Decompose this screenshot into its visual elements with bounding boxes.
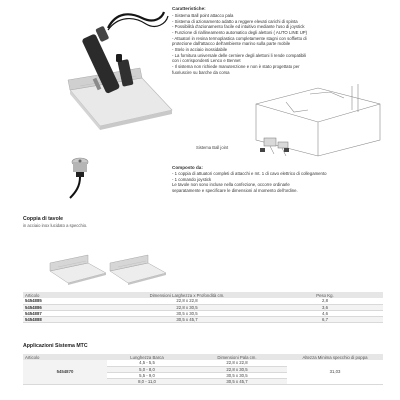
features-block [172, 6, 377, 75]
installation-diagram [248, 82, 388, 162]
weight-cell: 4,6 [267, 310, 383, 316]
boat-length-cell: 5,0 - 8,0 [107, 366, 187, 372]
plate-size-cell: 22,8 x 30,5 [187, 366, 287, 372]
plate-size-cell: 22,8 x 22,8 [187, 360, 287, 366]
column-header: Dimensioni Pala cm. [187, 354, 287, 360]
dimensions-cell: 22,8 x 22,8 [107, 298, 267, 304]
features-heading: Caratteristiche: [172, 6, 206, 11]
applications-table [23, 354, 383, 385]
dimensions-cell: 30,5 x 30,5 [107, 310, 267, 316]
boat-length-cell: 8,0 - 11,0 [107, 378, 187, 384]
dimensions-cell: 30,5 x 45,7 [107, 316, 267, 322]
plate-size-cell: 30,5 x 30,5 [187, 372, 287, 378]
dimensions-cell: 22,8 x 30,5 [107, 304, 267, 310]
feature-line: protezione dall'attacco dell'ambiente marino sulla parte mobile [172, 41, 291, 47]
contents-line: separatamente e specificare le dimensioni al momento dell'ordine. [172, 188, 298, 194]
article-code: 5454888 [23, 316, 107, 322]
weight-cell: 3,6 [267, 304, 383, 310]
feature-line: - Stelo in acciaio inossidabile [172, 47, 228, 53]
feature-line: - Sistema Ball point attacco pala [172, 13, 234, 19]
plate-size-cell: 30,5 x 45,7 [187, 378, 287, 384]
article-code: 5454885 [23, 298, 107, 304]
plates-table [23, 292, 383, 323]
contents-line: Le tavole non sono incluse nella confezione, occorre ordinarle [172, 182, 290, 188]
feature-line: - Funzione di riallineamento automatico degli alettoni ( AUTO LINE UP) [172, 30, 308, 36]
steel-plates-image [48, 253, 168, 285]
feature-line: - Sistema di azionamento adatto a reggere elevati carichi di spinta [172, 18, 298, 24]
boat-length-cell: 5,5 - 9,0 [107, 372, 187, 378]
photo-caption: Sistema Ball joint [196, 145, 229, 150]
contents-line: - 1 comando joystick [172, 176, 212, 182]
feature-line: - Possibilità d'azionamento facile ed intuitivo mediante l'uso di joystick [172, 24, 305, 30]
article-code: 5454886 [23, 304, 107, 310]
article-code: 5454887 [23, 310, 107, 316]
contents-heading: Composto da: [172, 165, 203, 170]
column-header: Lunghezza Barca [107, 354, 187, 360]
contents-block [172, 165, 382, 194]
applications-section-title: Applicazioni Sistema MTC [23, 343, 88, 349]
column-header: Dimensioni Larghezza x Profondità cm. [107, 292, 267, 298]
feature-line: con i corrispondenti Lenco e Bennet [172, 58, 241, 64]
cable-connector-photo [60, 150, 100, 200]
feature-line: fuoriuscire su barche da corsa [172, 69, 230, 75]
contents-line: - 1 coppia di attuatori completi di attacchi e mt. 1 di cavo elettrico di collegamento [172, 171, 327, 177]
column-header: Altezza Minima specchio di poppa [287, 354, 383, 360]
table-row [23, 316, 383, 322]
weight-cell: 2,8 [267, 298, 383, 304]
column-header: Articolo [23, 354, 107, 360]
column-header: Peso Kg. [267, 292, 383, 298]
feature-line: - Attuatori in resina termoplastica completamente stagni con soffietto di [172, 35, 307, 41]
plates-section-title: Coppia di tavole [23, 216, 64, 222]
feature-line: - Il sistema non richiede manutenzione e non è stato progettato per [172, 64, 300, 70]
article-code: 5454870 [23, 360, 107, 384]
min-transom-height: 31,03 [287, 360, 383, 384]
feature-line: - La fornitura universale delle cerniere degli alettoni li rende compatibili [172, 52, 307, 58]
weight-cell: 6,7 [267, 316, 383, 322]
boat-length-cell: 4,5 - 5,5 [107, 360, 187, 366]
plates-section-subtitle: in acciaio inox lucidato a specchio. [23, 223, 88, 228]
column-header: Articolo [23, 292, 107, 298]
trim-tab-actuator-photo [50, 8, 175, 138]
